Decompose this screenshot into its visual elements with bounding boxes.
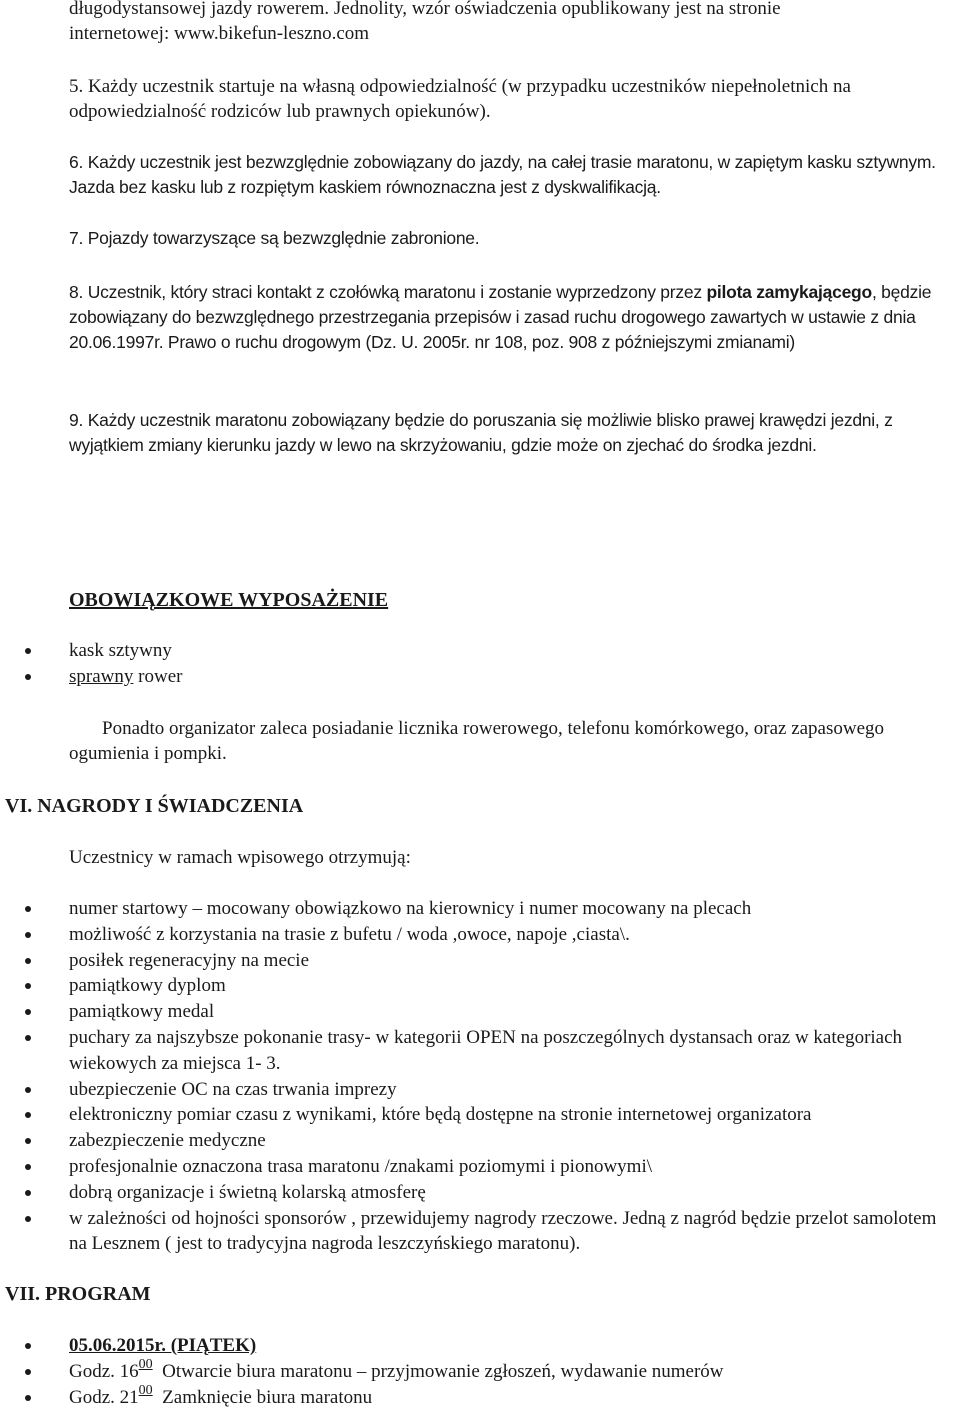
awards-heading: VI. NAGRODY I ŚWIADCZENIA [5,795,304,817]
list-item: posiłek regeneracyjny na mecie [0,948,940,974]
list-item: puchary za najszybsze pokonanie trasy- w kategorii OPEN na poszczególnych dystansach oraz w kategoriach wiekowych za miejsca 1- 3. [0,1025,940,1077]
list-item: pamiątkowy medal [0,999,940,1025]
rule-7: 7. Pojazdy towarzyszące są bezwzględnie zabronione. [69,228,480,248]
rule-9: 9. Każdy uczestnik maratonu zobowiązany będzie do poruszania się możliwie blisko prawej krawędzi jezdni, z wyjątkiem zmiany kierunku jazdy w lewo na skrzyżowaniu, gdzie może on zjechać do środka jezdni. [69,410,893,455]
list-item: numer startowy – mocowany obowiązkowo na kierownicy i numer mocowany na plecach [0,896,940,922]
rule-5: 5. Każdy uczestnik startuje na własną odpowiedzialność (w przypadku uczestników niepełnoletnich na odpowiedzialność rodziców lub prawnych opiekunów). [69,76,851,122]
list-item: kask sztywny [0,638,940,664]
rule-8: 8. Uczestnik, który straci kontakt z czołówką maratonu i zostanie wyprzedzony przez pilota zamykającego, będzie zobowiązany do bezwzględnego przestrzegania przepisów i zasad ruchu drogowego zawartych w ustawie z dnia 20.06.1997r. Prawo o ruchu drogowym (Dz. U. 2005r. nr 108, poz. 908 z późniejszymi zmianami) [69,282,932,352]
program-date: 05.06.2015r. (PIĄTEK) [0,1333,940,1359]
program-event: Godz. $16^{00}$ Otwarcie biura maratonu – przyjmowanie zgłoszeń, wydawanie numerów [0,1359,940,1385]
list-item: elektroniczny pomiar czasu z wynikami, które będą dostępne na stronie internetowej organizatora [0,1102,940,1128]
program-event: Godz. $21^{00}$ Zamknięcie biura maratonu [0,1385,940,1410]
awards-intro: Uczestnicy w ramach wpisowego otrzymują: [69,847,411,868]
equipment-note: Ponadto organizator zaleca posiadanie licznika rowerowego, telefonu komórkowego, oraz zapasowego ogumienia i pompki. [69,718,885,764]
awards-list [0,896,940,1257]
pilot-closing-term: pilota zamykającego [706,282,872,302]
program-heading: VII. PROGRAM [5,1283,151,1305]
list-item: profesjonalnie oznaczona trasa maratonu /znakami poziomymi i pionowymi\ [0,1154,940,1180]
list-item: zabezpieczenie medyczne [0,1128,940,1154]
rule-6: 6. Każdy uczestnik jest bezwzględnie zobowiązany do jazdy, na całej trasie maratonu, w zapiętym kasku sztywnym. Jazda bez kasku lub z rozpiętym kaskiem równoznaczna jest z dyskwalifikacją. [69,152,936,197]
list-item: dobrą organizacje i świetną kolarską atmosferę [0,1180,940,1206]
list-item: w zależności od hojności sponsorów , przewidujemy nagrody rzeczowe. Jedną z nagród będzie przelot samolotem na Lesznem ( jest to tradycyjna nagroda leszczyńskiego maratonu). [0,1206,940,1258]
program-list [0,1333,940,1410]
list-item: ubezpieczenie OC na czas trwania imprezy [0,1077,940,1103]
equipment-list [0,638,940,690]
list-item: możliwość z korzystania na trasie z bufetu / woda ,owoce, napoje ,ciasta\. [0,922,940,948]
intro-continuation: długodystansowej jazdy rowerem. Jednolity, wzór oświadczenia opublikowany jest na stronie internetowej: www.bikefun-leszno.com [69,0,781,44]
equipment-heading: OBOWIĄZKOWE WYPOSAŻENIE [69,589,389,611]
list-item: sprawny rower [0,664,940,690]
list-item: pamiątkowy dyplom [0,973,940,999]
